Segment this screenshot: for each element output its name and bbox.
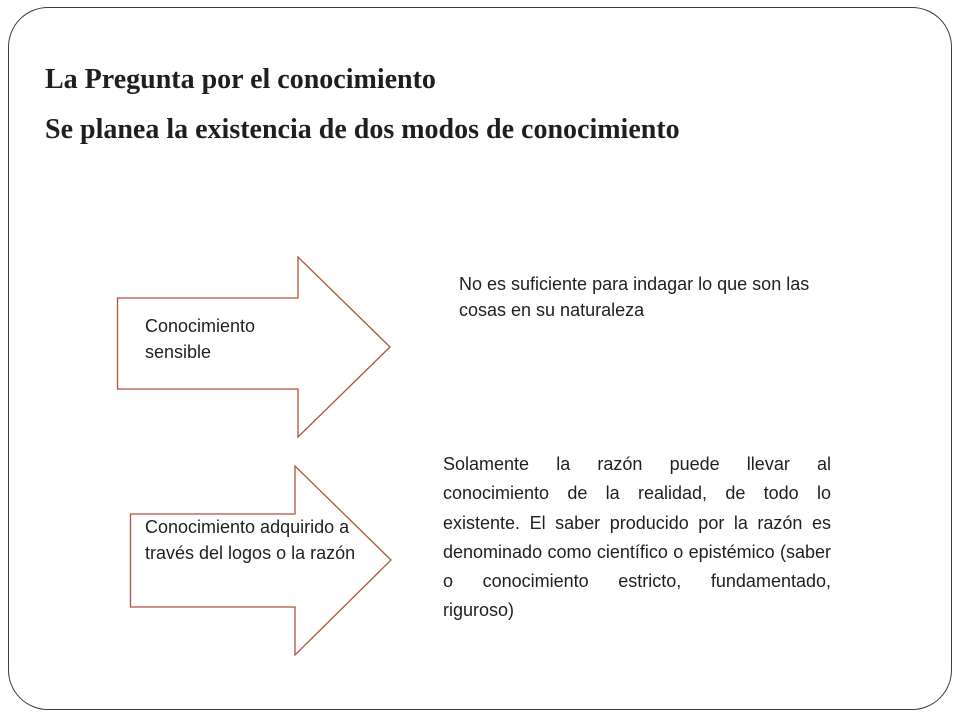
arrow-label-logos: Conocimiento adquirido a través del logos o la razón [145, 517, 356, 563]
slide-subtitle: Se planea la existencia de dos modos de conocimiento [45, 114, 680, 145]
note-sensible: No es suficiente para indagar lo que son las cosas en su naturaleza [459, 274, 810, 320]
note-logos: Solamente la razón puede llevar al conocimiento de la realidad, de todo lo existente. El saber producido por la razón es denominado como científico o epistémico (saber o conocimiento estricto, fundamentado, riguroso) [443, 454, 831, 621]
slide-title: La Pregunta por el conocimiento [45, 64, 436, 95]
arrow-label-sensible: Conocimiento sensible [145, 316, 256, 362]
